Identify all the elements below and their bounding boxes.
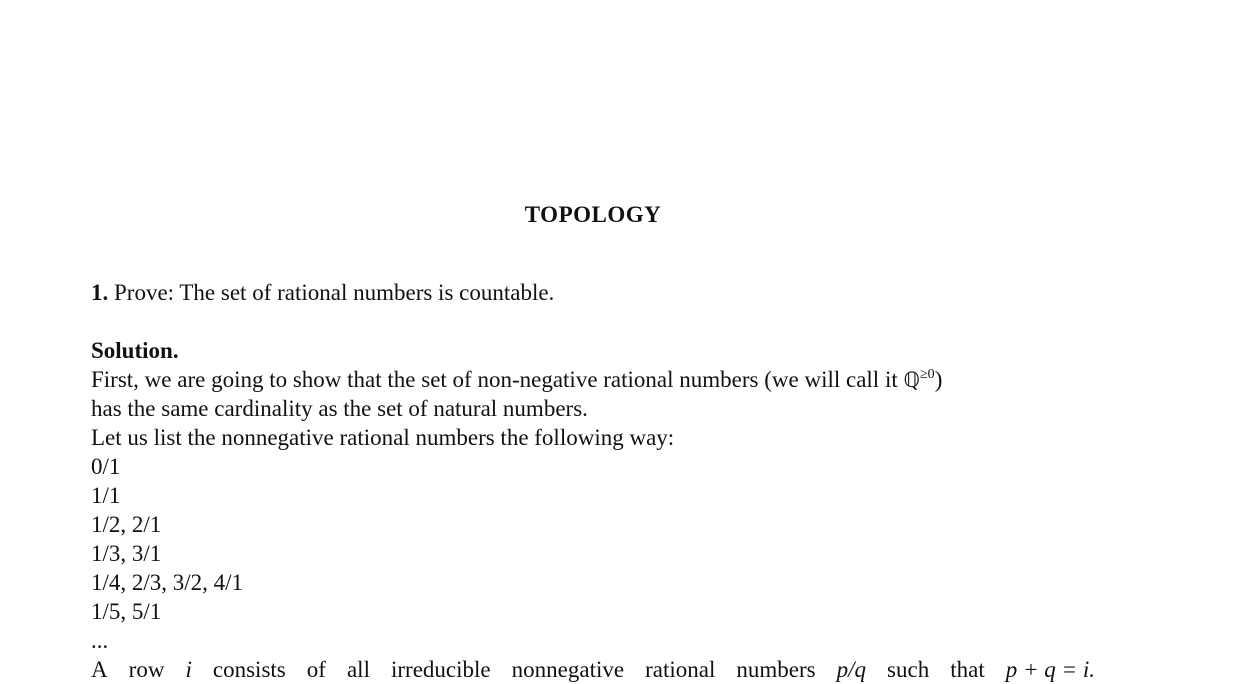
list-row: 1/4, 2/3, 3/2, 4/1	[91, 570, 244, 595]
math-fraction: p/q	[836, 657, 867, 682]
page-title: TOPOLOGY	[524, 202, 662, 227]
list-ellipsis: ...	[91, 628, 109, 653]
word: A	[91, 657, 108, 682]
list-row: 1/3, 3/1	[91, 541, 162, 566]
word: that	[950, 657, 985, 682]
list-row: 1/5, 5/1	[91, 599, 162, 624]
solution-line-1	[91, 365, 942, 395]
list-row: 0/1	[91, 454, 121, 479]
word: all	[346, 657, 370, 682]
math-variable-i: i	[185, 657, 192, 682]
word: row	[128, 657, 165, 682]
word: such	[887, 657, 930, 682]
solution-line-1-text: First, we are going to show that the set of non-negative rational numbers (we will call it	[91, 367, 904, 392]
math-equation: p + q = i.	[1005, 657, 1095, 682]
word: nonnegative	[511, 657, 625, 682]
problem-statement	[91, 278, 554, 307]
rationals-symbol: ℚ	[903, 368, 920, 392]
word: numbers	[736, 657, 816, 682]
solution-last-line	[91, 655, 1095, 684]
solution-heading: Solution.	[91, 338, 179, 363]
word: rational	[645, 657, 716, 682]
word: of	[306, 657, 326, 682]
problem-number: 1.	[91, 280, 109, 305]
rationals-superscript: ≥0	[920, 367, 935, 382]
list-row: 1/2, 2/1	[91, 512, 162, 537]
word: irreducible	[391, 657, 491, 682]
problem-text: Prove: The set of rational numbers is countable.	[114, 280, 555, 305]
solution-line-2: has the same cardinality as the set of natural numbers.	[91, 396, 588, 421]
solution-line-3: Let us list the nonnegative rational numbers the following way:	[91, 425, 675, 450]
list-row: 1/1	[91, 483, 121, 508]
solution-line-1-close: )	[934, 367, 943, 392]
word: consists	[212, 657, 286, 682]
